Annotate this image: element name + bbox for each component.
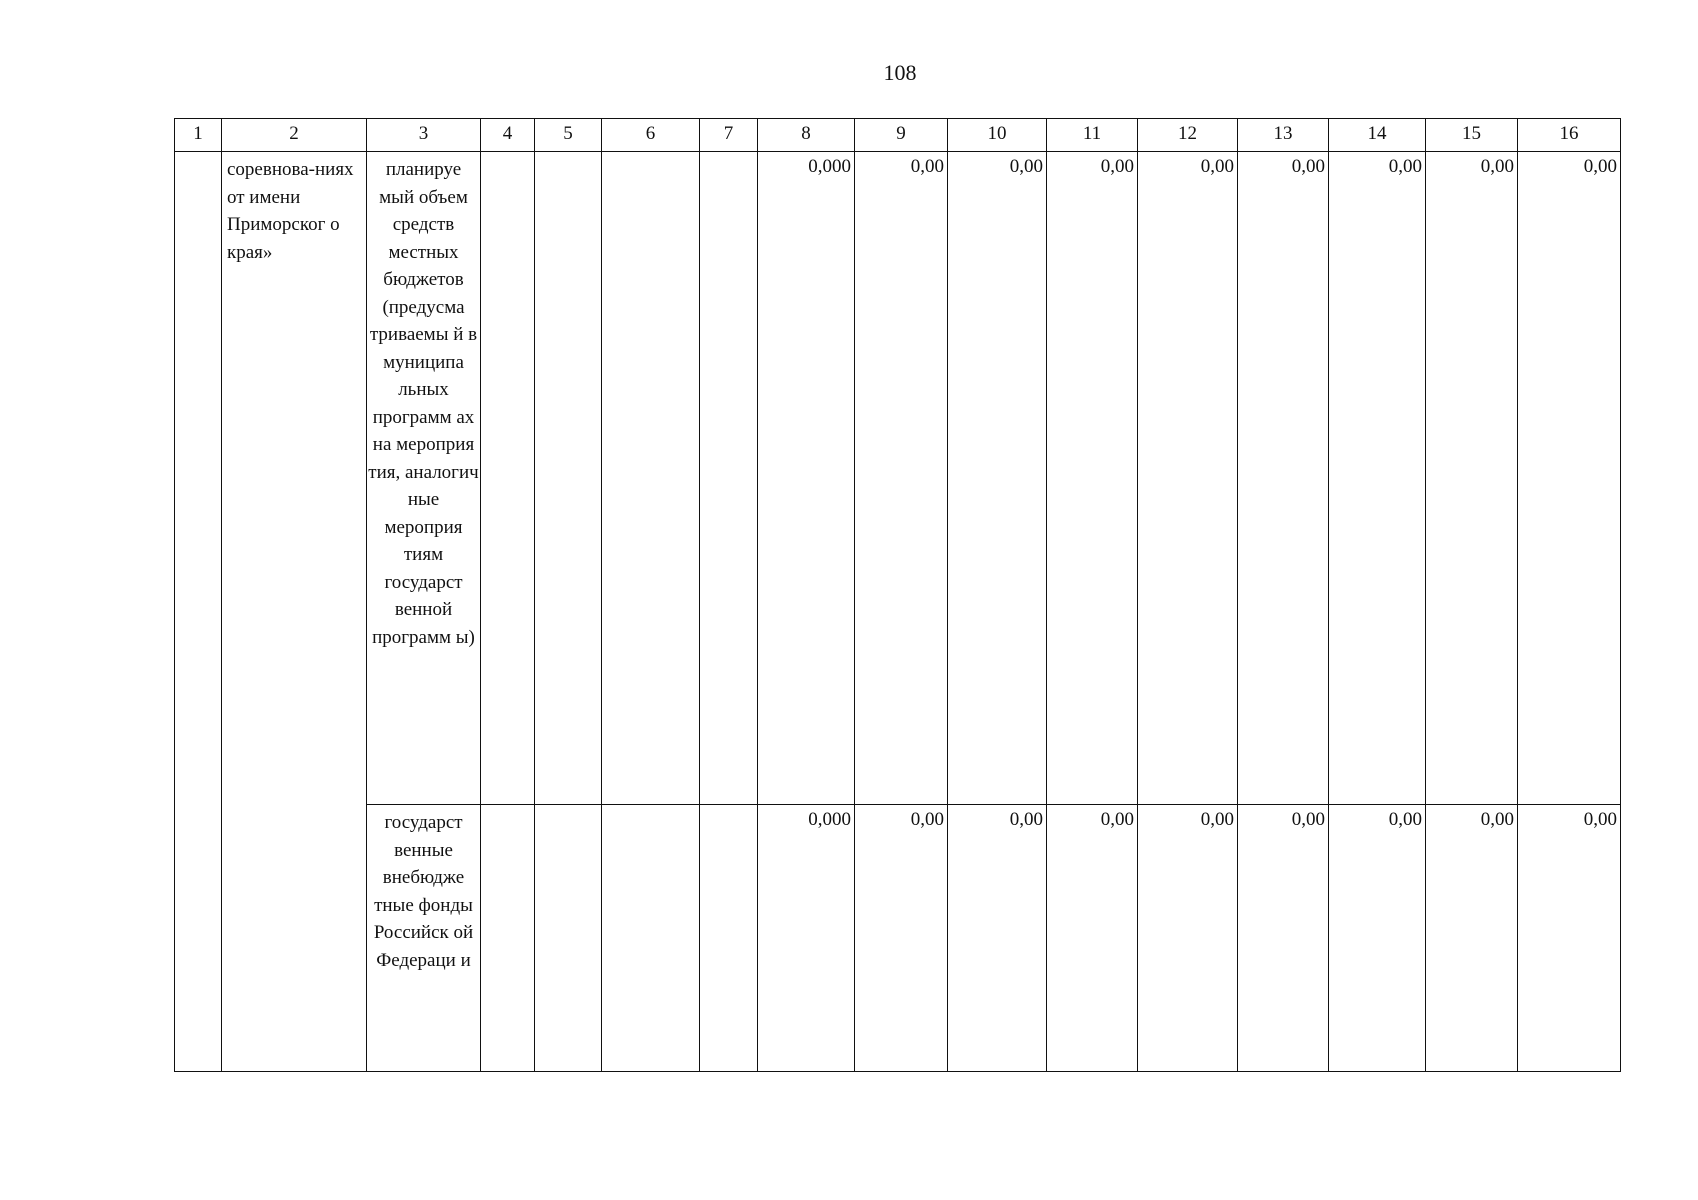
header-cell: 1	[175, 119, 222, 152]
row-number-cell	[175, 152, 222, 1072]
value-cell: 0,00	[1138, 152, 1238, 805]
event-name-cell: соревнова-ниях от имени Приморског о края»	[222, 152, 367, 1072]
value-cell: 0,00	[1138, 805, 1238, 1072]
header-cell: 14	[1329, 119, 1426, 152]
value-cell: 0,00	[1047, 805, 1138, 1072]
value-cell: 0,00	[855, 805, 948, 1072]
empty-cell	[700, 152, 758, 805]
funding-source-cell: государст венные внебюдже тные фонды Российск ой Федераци и	[367, 805, 481, 1072]
value-cell: 0,00	[1518, 152, 1621, 805]
header-cell: 16	[1518, 119, 1621, 152]
header-cell: 15	[1426, 119, 1518, 152]
funding-source-cell: планируе мый объем средств местных бюджетов (предусма триваемы й в муниципа льных программ ах на мероприя тия, аналогич ные мероприя тиям государст венной программ ы)	[367, 152, 481, 805]
value-cell: 0,00	[1426, 152, 1518, 805]
budget-table	[174, 118, 1621, 1072]
empty-cell	[481, 805, 535, 1072]
value-cell: 0,00	[855, 152, 948, 805]
page-number: 108	[883, 60, 917, 85]
value-cell: 0,00	[1518, 805, 1621, 1072]
empty-cell	[602, 805, 700, 1072]
header-cell: 10	[948, 119, 1047, 152]
empty-cell	[535, 152, 602, 805]
empty-cell	[602, 152, 700, 805]
header-cell: 9	[855, 119, 948, 152]
header-row	[175, 119, 1621, 152]
empty-cell	[481, 152, 535, 805]
header-cell: 11	[1047, 119, 1138, 152]
table-row	[175, 805, 1621, 1072]
header-cell: 7	[700, 119, 758, 152]
header-cell: 8	[758, 119, 855, 152]
header-cell: 3	[367, 119, 481, 152]
header-cell: 6	[602, 119, 700, 152]
value-cell: 0,000	[758, 152, 855, 805]
value-cell: 0,000	[758, 805, 855, 1072]
value-cell: 0,00	[1329, 152, 1426, 805]
empty-cell	[700, 805, 758, 1072]
value-cell: 0,00	[1329, 805, 1426, 1072]
header-cell: 4	[481, 119, 535, 152]
value-cell: 0,00	[1238, 152, 1329, 805]
header-cell: 2	[222, 119, 367, 152]
empty-cell	[535, 805, 602, 1072]
value-cell: 0,00	[1047, 152, 1138, 805]
header-cell: 13	[1238, 119, 1329, 152]
value-cell: 0,00	[948, 805, 1047, 1072]
header-cell: 5	[535, 119, 602, 152]
value-cell: 0,00	[948, 152, 1047, 805]
header-cell: 12	[1138, 119, 1238, 152]
value-cell: 0,00	[1426, 805, 1518, 1072]
value-cell: 0,00	[1238, 805, 1329, 1072]
table-row	[175, 152, 1621, 805]
